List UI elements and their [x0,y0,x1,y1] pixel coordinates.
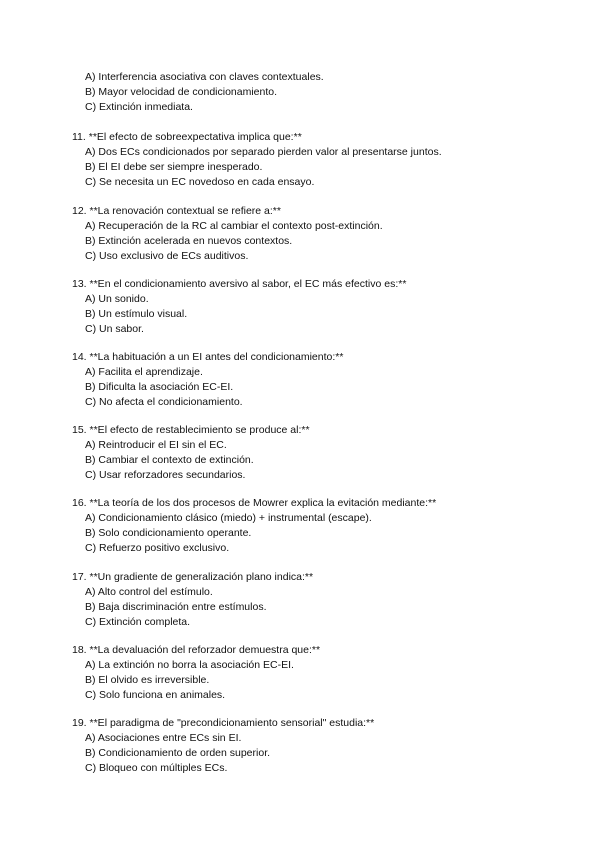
option-a: A) Alto control del estímulo. [85,586,213,598]
option-b: B) Solo condicionamiento operante. [85,527,252,539]
question-14 [72,350,343,410]
option-a: A) Dos ECs condicionados por separado pierden valor al presentarse juntos. [85,146,442,158]
option-c: C) Refuerzo positivo exclusivo. [85,542,230,554]
question-text: 18. **La devaluación del reforzador demuestra que:** [72,644,321,656]
option-a: A) La extinción no borra la asociación EC-EI. [85,659,294,671]
question-16 [72,496,436,556]
option-b: B) Baja discriminación entre estímulos. [85,601,267,613]
question-17 [72,570,313,630]
question-15 [72,423,310,483]
question-text: 17. **Un gradiente de generalización plano indica:** [72,571,314,583]
question-text: 13. **En el condicionamiento aversivo al sabor, el EC más efectivo es:** [72,278,407,290]
previous-question-options [85,70,324,115]
option-c: C) Usar reforzadores secundarios. [85,469,246,481]
question-text: 14. **La habituación a un EI antes del condicionamiento:** [72,351,344,363]
option-c: C) Extinción inmediata. [85,101,193,113]
option-a: A) Reintroducir el EI sin el EC. [85,439,227,451]
question-text: 19. **El paradigma de "precondicionamiento sensorial" estudia:** [72,717,375,729]
question-18 [72,643,320,703]
option-c: C) Uso exclusivo de ECs auditivos. [85,250,249,262]
option-b: B) Cambiar el contexto de extinción. [85,454,254,466]
option-a: A) Recuperación de la RC al cambiar el contexto post-extinción. [85,220,383,232]
option-a: A) Interferencia asociativa con claves contextuales. [85,71,324,83]
option-c: C) Solo funciona en animales. [85,689,226,701]
option-c: C) No afecta el condicionamiento. [85,396,243,408]
question-19 [72,716,374,776]
option-c: C) Un sabor. [85,323,144,335]
question-text: 15. **El efecto de restablecimiento se produce al:** [72,424,310,436]
option-a: A) Un sonido. [85,293,149,305]
option-c: C) Se necesita un EC novedoso en cada ensayo. [85,176,315,188]
question-text: 12. **La renovación contextual se refiere a:** [72,205,281,217]
option-b: B) Extinción acelerada en nuevos contextos. [85,235,293,247]
option-b: B) Dificulta la asociación EC-EI. [85,381,234,393]
option-c: C) Bloqueo con múltiples ECs. [85,762,228,774]
question-text: 16. **La teoría de los dos procesos de Mowrer explica la evitación mediante:** [72,497,437,509]
option-c: C) Extinción completa. [85,616,191,628]
question-13 [72,277,406,337]
option-a: A) Facilita el aprendizaje. [85,366,203,378]
option-a: A) Condicionamiento clásico (miedo) + instrumental (escape). [85,512,372,524]
option-b: B) Un estímulo visual. [85,308,188,320]
question-text: 11. **El efecto de sobreexpectativa implica que:** [72,131,302,143]
option-b: B) El EI debe ser siempre inesperado. [85,161,263,173]
option-b: B) Condicionamiento de orden superior. [85,747,271,759]
option-a: A) Asociaciones entre ECs sin EI. [85,732,242,744]
option-b: B) El olvido es irreversible. [85,674,210,686]
option-b: B) Mayor velocidad de condicionamiento. [85,86,278,98]
question-11 [72,130,442,190]
question-12 [72,204,383,264]
